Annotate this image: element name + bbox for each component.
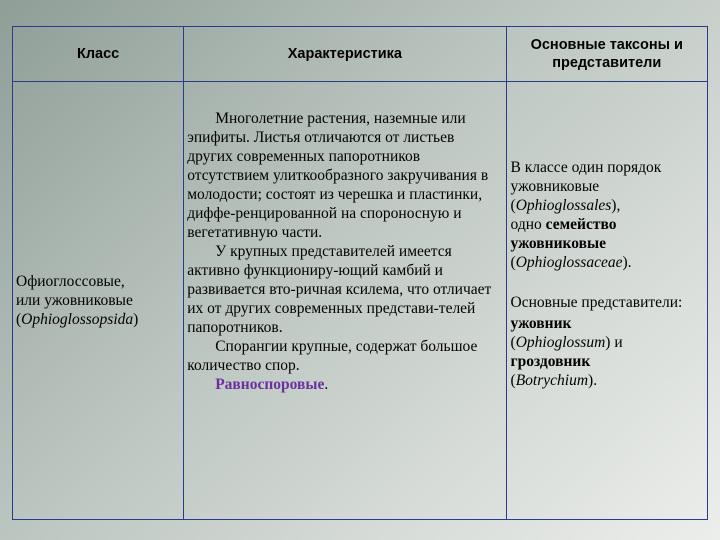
cell-class	[13, 82, 184, 520]
taxa-order: В классе один порядок ужовниковые (Ophioglossales),	[510, 159, 662, 214]
taxa-botrychium-latin: (Botrychium).	[510, 372, 598, 389]
cell-characteristic	[184, 82, 506, 520]
spacer	[511, 272, 704, 291]
header-characteristic: Характеристика	[184, 27, 506, 82]
period: .	[324, 376, 329, 393]
taxa-family-latin: (Ophioglossaceae).	[510, 254, 632, 271]
char-paragraph-2: У крупных представителей имеется активно функциониру-ющий камбий и развивается вто-ричная ксилема, что отличает их от других современных представи-телей папоротников.	[187, 243, 492, 336]
class-latin-line	[16, 310, 180, 329]
taxa-family: одно семейство ужовниковые	[510, 216, 617, 252]
botrychium-latin: Botrychium	[515, 372, 589, 389]
table-row	[13, 82, 708, 520]
cell-taxa	[506, 82, 707, 520]
order-latin: Ophioglossales	[515, 197, 612, 214]
class-name-line2: или ужовниковые	[16, 292, 133, 309]
paren-close: )	[133, 311, 139, 328]
char-paragraph-3: Спорангии крупные, содержат большое количество спор.	[187, 338, 478, 374]
class-latin: Ophioglossopsida	[21, 311, 134, 328]
ophioglossum-latin: Ophioglossum	[515, 334, 606, 351]
header-class: Класс	[13, 27, 184, 82]
classification-table	[12, 26, 708, 520]
taxa-ophioglossum-latin: (Ophioglossum) и	[510, 334, 623, 351]
header-row	[13, 27, 708, 82]
paren-open: (	[16, 311, 22, 328]
botrychium-bold: гроздовник	[510, 353, 591, 370]
ophioglossum-bold: ужовник	[510, 315, 572, 332]
family-latin: Ophioglossaceae	[515, 254, 623, 271]
family-bold: семейство ужовниковые	[510, 216, 617, 252]
header-taxa: Основные таксоны и представители	[506, 27, 707, 82]
isosporous-highlight: Равноспоровые	[215, 376, 325, 393]
taxa-botrychium	[511, 352, 704, 371]
taxa-representatives-label: Основные представители:	[510, 294, 683, 311]
class-name-line1: Офиоглоссовые,	[16, 273, 125, 290]
taxa-ophioglossum	[511, 314, 704, 333]
char-paragraph-1: Многолетние растения, наземные или эпифиты. Листья отличаются от листьев других современных папоротников отсутствием улиткообразного закручивания в молодости; состоят из черешка и пластинки, диффе-ренцированной на спороносную и вегетативную части.	[187, 110, 489, 241]
char-paragraph-4	[187, 375, 502, 394]
